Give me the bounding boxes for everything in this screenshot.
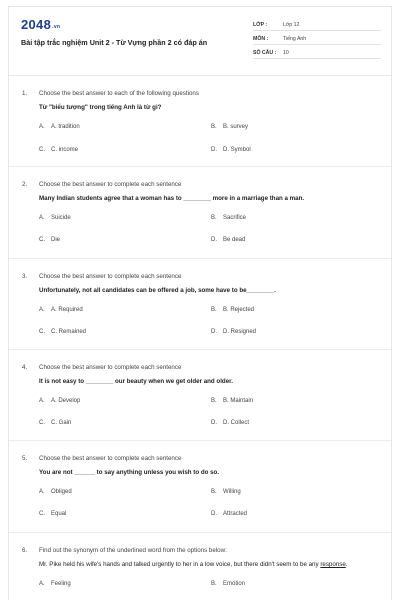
option-text: A. Develop bbox=[51, 397, 81, 404]
option-letter: A. bbox=[39, 123, 45, 130]
option-letter: A. bbox=[39, 488, 45, 495]
worksheet-page bbox=[8, 6, 392, 600]
option-a[interactable] bbox=[39, 121, 211, 132]
option-c[interactable] bbox=[39, 417, 211, 428]
option-text: Attracted bbox=[223, 510, 248, 517]
meta-row-grade bbox=[253, 19, 381, 31]
site-logo[interactable] bbox=[21, 17, 60, 32]
option-text: Suicide bbox=[51, 214, 71, 221]
question-header bbox=[9, 533, 391, 554]
option-a[interactable] bbox=[39, 395, 211, 406]
logo-suffix: .vn bbox=[52, 24, 61, 30]
question-number: 5. bbox=[22, 455, 28, 462]
question-5 bbox=[9, 441, 391, 533]
option-letter: C. bbox=[39, 419, 45, 426]
option-b[interactable] bbox=[211, 486, 383, 497]
option-text: C. Remained bbox=[51, 328, 87, 335]
option-letter: A. bbox=[39, 397, 45, 404]
meta-label: MÔN : bbox=[253, 36, 269, 42]
option-b[interactable] bbox=[211, 395, 383, 406]
meta-value: 10 bbox=[283, 50, 289, 56]
option-letter: D. bbox=[211, 328, 217, 335]
option-d[interactable] bbox=[211, 326, 383, 337]
option-letter: C. bbox=[39, 146, 45, 153]
page-title: Bài tập trắc nghiệm Unit 2 - Từ Vựng phần 2 có đáp án bbox=[21, 38, 208, 47]
option-b[interactable] bbox=[211, 578, 383, 589]
option-a[interactable] bbox=[39, 304, 211, 315]
question-2 bbox=[9, 167, 391, 259]
option-a[interactable] bbox=[39, 578, 211, 589]
question-header bbox=[9, 350, 391, 371]
option-letter: D. bbox=[211, 236, 217, 243]
question-header bbox=[9, 259, 391, 280]
question-text bbox=[9, 559, 391, 570]
option-text: Be dead bbox=[223, 236, 246, 243]
question-text-after: . bbox=[345, 561, 348, 568]
underlined-word: response bbox=[320, 561, 346, 568]
option-letter: C. bbox=[39, 328, 45, 335]
question-text: It is not easy to ________ our beauty when we get older and older. bbox=[39, 378, 233, 385]
option-text: B. survey bbox=[223, 123, 249, 130]
option-text: C. Gain bbox=[51, 419, 72, 426]
question-header bbox=[9, 167, 391, 188]
question-list bbox=[9, 76, 391, 600]
question-text: Từ "biểu tượng" trong tiếng Anh là từ gì? bbox=[39, 104, 162, 111]
question-instruction: Choose the best answer to each of the following questions bbox=[39, 90, 199, 97]
option-text: A. tradition bbox=[51, 123, 80, 130]
option-letter: B. bbox=[211, 488, 217, 495]
worksheet-header bbox=[9, 7, 391, 67]
option-text: Die bbox=[51, 236, 61, 243]
options bbox=[9, 395, 391, 428]
question-number: 6. bbox=[22, 547, 28, 554]
option-text: D. Resigned bbox=[223, 328, 257, 335]
option-letter: D. bbox=[211, 146, 217, 153]
option-d[interactable] bbox=[211, 508, 383, 519]
option-text: Willing bbox=[223, 488, 241, 495]
question-header bbox=[9, 441, 391, 462]
question-instruction: Find out the synonym of the underlined word from the options below: bbox=[39, 547, 227, 554]
option-letter: D. bbox=[211, 419, 217, 426]
question-3 bbox=[9, 259, 391, 350]
question-instruction: Choose the best answer to complete each sentence bbox=[39, 455, 182, 462]
question-number: 3. bbox=[22, 273, 28, 280]
option-letter: B. bbox=[211, 397, 217, 404]
option-letter: A. bbox=[39, 580, 45, 587]
options bbox=[9, 486, 391, 519]
question-instruction: Choose the best answer to complete each sentence bbox=[39, 273, 182, 280]
options bbox=[9, 578, 391, 589]
option-letter: B. bbox=[211, 123, 217, 130]
question-text: Many Indian students agree that a woman has to ________ more in a marriage than a man. bbox=[39, 195, 305, 202]
option-letter: B. bbox=[211, 214, 217, 221]
option-a[interactable] bbox=[39, 212, 211, 223]
question-text-before: Mr. Pike held his wife's hands and talked urgently to her in a low voice, but there didn't seem to be any bbox=[39, 561, 321, 568]
option-b[interactable] bbox=[211, 212, 383, 223]
option-d[interactable] bbox=[211, 417, 383, 428]
options bbox=[9, 304, 391, 337]
option-text: Obliged bbox=[51, 488, 72, 495]
logo-text: 2048 bbox=[21, 17, 52, 32]
option-text: A. Required bbox=[51, 306, 83, 313]
meta-value: Tiếng Anh bbox=[283, 36, 307, 42]
question-instruction: Choose the best answer to complete each sentence bbox=[39, 364, 182, 371]
question-header bbox=[9, 76, 391, 97]
meta-row-question-count bbox=[253, 47, 381, 59]
option-letter: A. bbox=[39, 306, 45, 313]
question-number: 2. bbox=[22, 181, 28, 188]
question-number: 4. bbox=[22, 364, 28, 371]
option-d[interactable] bbox=[211, 144, 383, 155]
option-letter: A. bbox=[39, 214, 45, 221]
meta-label: LỚP : bbox=[253, 22, 268, 28]
option-a[interactable] bbox=[39, 486, 211, 497]
option-text: C. income bbox=[51, 146, 79, 153]
meta-label: SỐ CÂU : bbox=[253, 50, 277, 56]
option-d[interactable] bbox=[211, 234, 383, 245]
options bbox=[9, 121, 391, 155]
option-letter: C. bbox=[39, 236, 45, 243]
option-letter: B. bbox=[211, 580, 217, 587]
option-letter: B. bbox=[211, 306, 217, 313]
meta-value: Lớp 12 bbox=[283, 22, 300, 28]
options bbox=[9, 212, 391, 245]
question-4 bbox=[9, 350, 391, 441]
question-text: You are not ______ to say anything unless you wish to do so. bbox=[39, 469, 220, 476]
option-b[interactable] bbox=[211, 304, 383, 315]
meta-row-subject bbox=[253, 33, 381, 45]
option-text: D. Collect bbox=[223, 419, 250, 426]
option-text: Feeling bbox=[51, 580, 71, 587]
question-instruction: Choose the best answer to complete each sentence bbox=[39, 181, 182, 188]
option-c[interactable] bbox=[39, 508, 211, 519]
worksheet-meta bbox=[253, 19, 381, 61]
option-c[interactable] bbox=[39, 144, 211, 155]
option-text: Emotion bbox=[223, 580, 246, 587]
question-number: 1. bbox=[22, 90, 28, 97]
option-text: Sacrifice bbox=[223, 214, 247, 221]
option-letter: D. bbox=[211, 510, 217, 517]
option-c[interactable] bbox=[39, 234, 211, 245]
option-text: B. Maintain bbox=[223, 397, 254, 404]
option-text: B. Rejected bbox=[223, 306, 255, 313]
option-b[interactable] bbox=[211, 121, 383, 132]
option-c[interactable] bbox=[39, 326, 211, 337]
question-text: Unfortunately, not all candidates can be offered a job, some have to be________. bbox=[39, 287, 276, 294]
option-letter: C. bbox=[39, 510, 45, 517]
option-text: D. Symbol bbox=[223, 146, 251, 153]
question-1 bbox=[9, 76, 391, 167]
option-text: Equal bbox=[51, 510, 67, 517]
question-6 bbox=[9, 533, 391, 600]
